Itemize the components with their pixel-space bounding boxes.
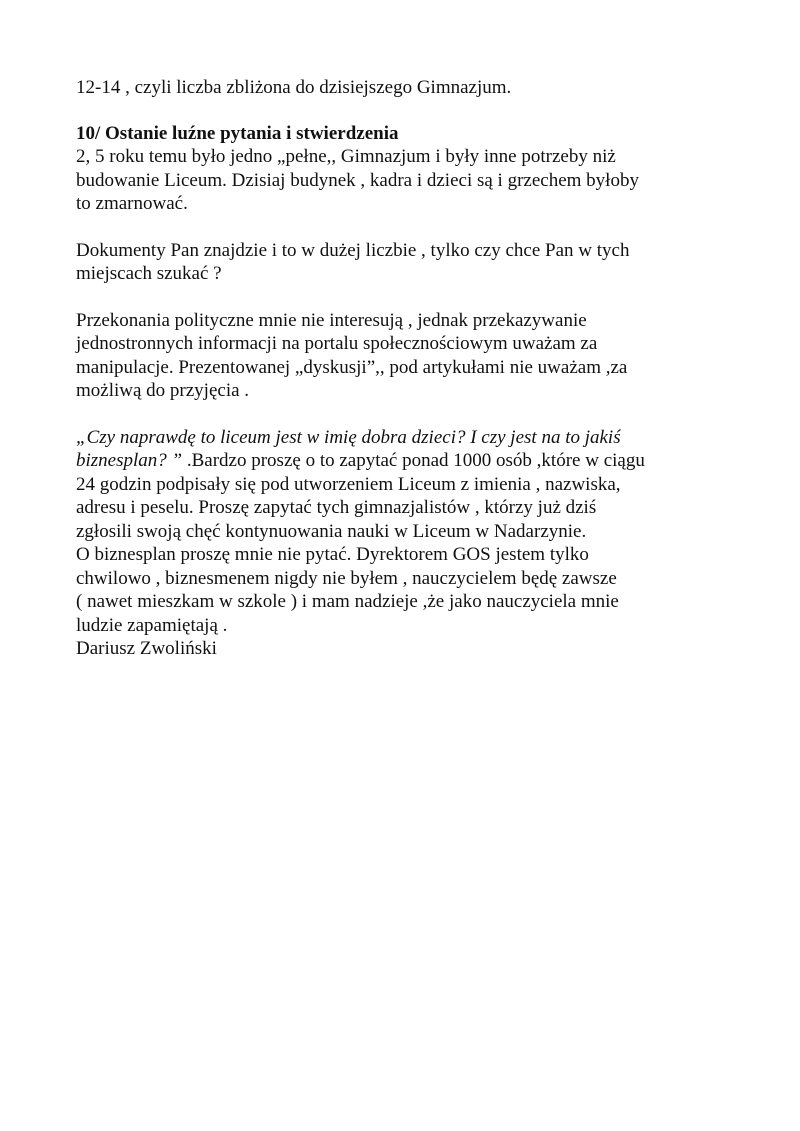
paragraph-spacer <box>76 100 736 122</box>
text-line: możliwą do przyjęcia . <box>76 380 250 401</box>
paragraph-1 <box>76 145 736 216</box>
text-line: Przekonania polityczne mnie nie interesują , jednak przekazywanie <box>76 309 587 331</box>
paragraph-3 <box>76 309 736 403</box>
text-line: adresu i peselu. Proszę zapytać tych gimnazjalistów , którzy już dziś <box>76 497 597 518</box>
quote-line: „Czy naprawdę to liceum jest w imię dobra dzieci? I czy jest na to jakiś <box>76 426 621 448</box>
quote-fragment: biznesplan? ” <box>76 450 183 471</box>
paragraph-spacer <box>76 216 736 239</box>
text-line: 12-14 , czyli liczba zbliżona do dzisiejszego Gimnazjum. <box>76 77 512 98</box>
text-line: jednostronnych informacji na portalu społecznościowym uważam za <box>76 333 598 354</box>
heading-text: 10/ Ostanie luźne pytania i stwierdzenia <box>76 122 399 144</box>
paragraph-spacer <box>76 403 736 426</box>
document-body <box>76 76 736 661</box>
text-line: zgłosili swoją chęć kontynuowania nauki w Liceum w Nadarzynie. <box>76 520 587 542</box>
paragraph-2 <box>76 239 736 286</box>
text-line <box>76 449 736 473</box>
text-line: chwilowo , biznesmenem nigdy nie byłem , nauczycielem będę zawsze <box>76 567 617 589</box>
signature: Dariusz Zwoliński <box>76 638 217 659</box>
section-heading <box>76 122 736 146</box>
paragraph-spacer <box>76 286 736 309</box>
intro-paragraph <box>76 76 736 100</box>
text-line: budowanie Liceum. Dzisiaj budynek , kadra i dzieci są i grzechem byłoby <box>76 169 639 191</box>
text-fragment: .Bardzo proszę o to zapytać ponad 1000 osób ,które w ciągu <box>182 450 645 471</box>
text-line: ludzie zapamiętają . <box>76 614 228 636</box>
paragraph-4 <box>76 426 736 661</box>
text-line: miejscach szukać ? <box>76 263 222 284</box>
text-line: 2, 5 roku temu było jedno „pełne,, Gimnazjum i były inne potrzeby niż <box>76 146 616 167</box>
text-line: O biznesplan proszę mnie nie pytać. Dyrektorem GOS jestem tylko <box>76 544 589 565</box>
text-line: Dokumenty Pan znajdzie i to w dużej liczbie , tylko czy chce Pan w tych <box>76 239 630 261</box>
text-line: to zmarnować. <box>76 193 188 214</box>
text-line: ( nawet mieszkam w szkole ) i mam nadzieje ,że jako nauczyciela mnie <box>76 591 619 612</box>
text-line: 24 godzin podpisały się pod utworzeniem Liceum z imienia , nazwiska, <box>76 473 621 495</box>
text-line: manipulacje. Prezentowanej „dyskusji”,, pod artykułami nie uważam ,za <box>76 356 628 378</box>
